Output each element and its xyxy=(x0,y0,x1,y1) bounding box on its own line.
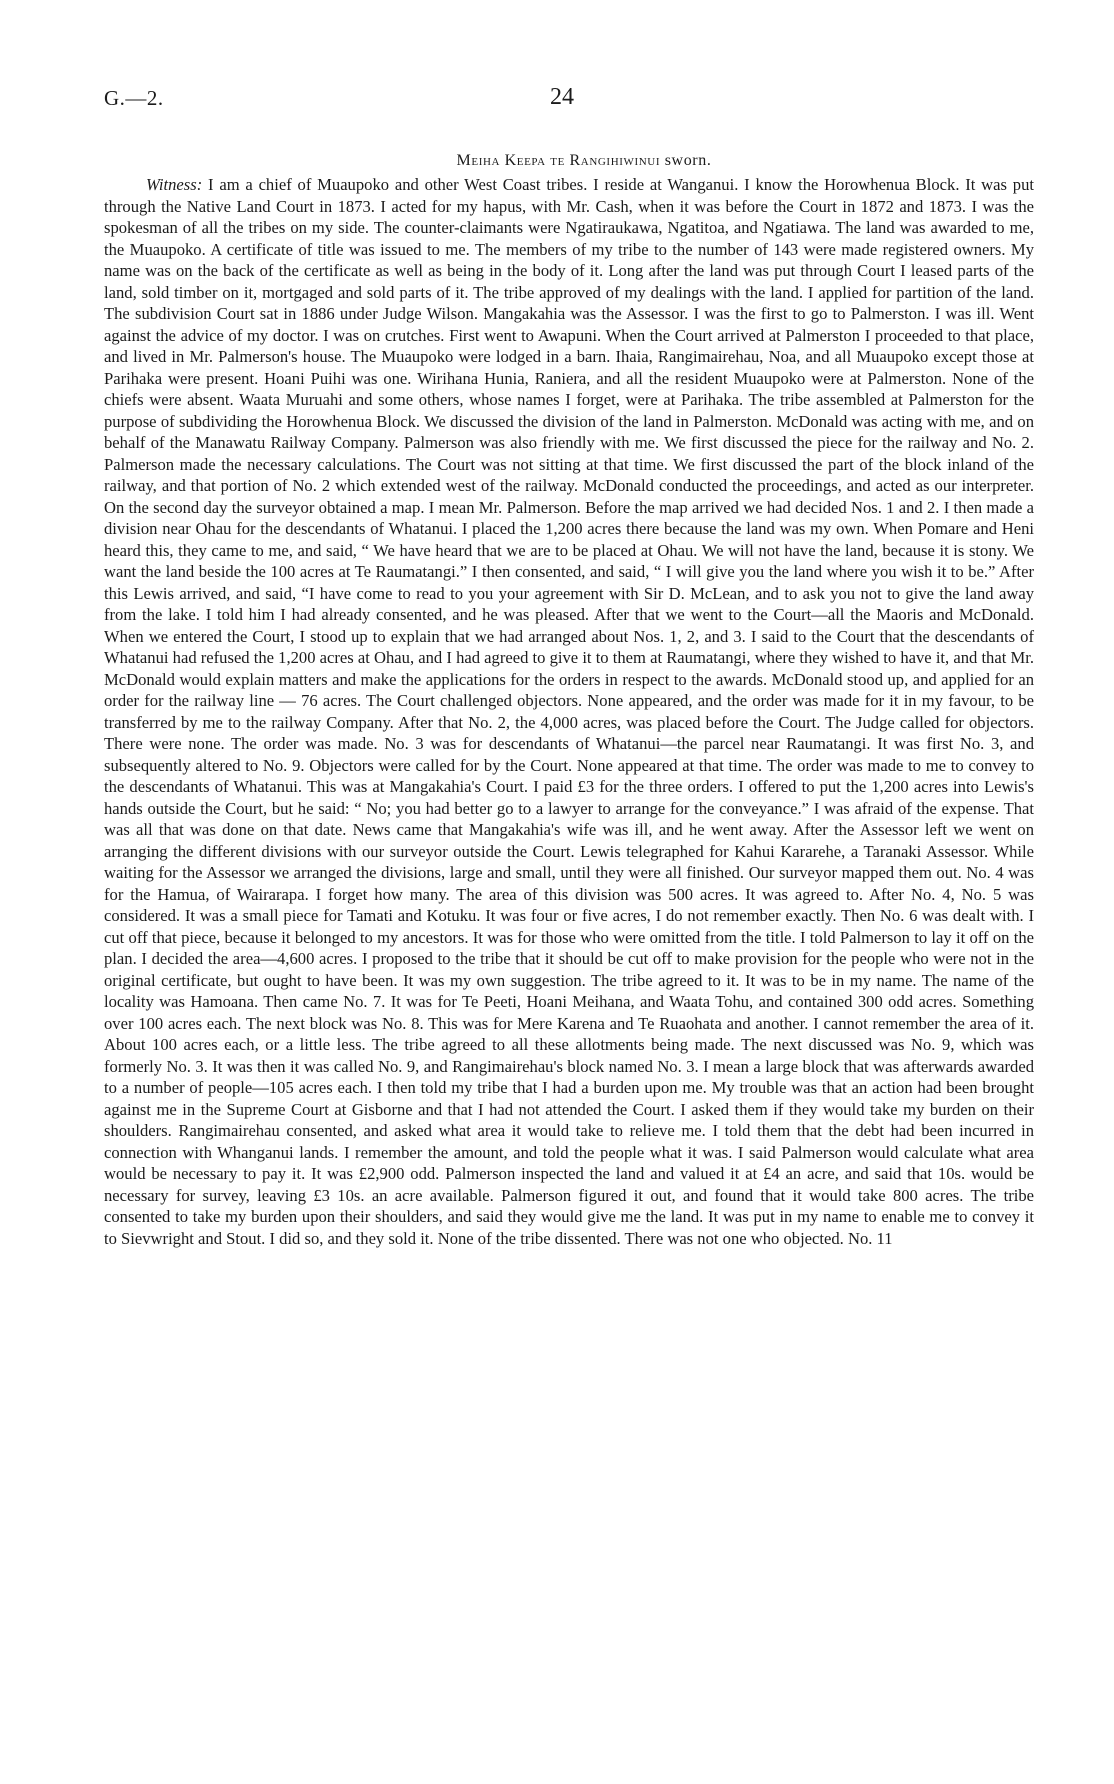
testimony-paragraph xyxy=(104,174,1034,1249)
witness-label: Witness: xyxy=(146,175,203,194)
document-reference: G.—2. xyxy=(104,86,164,110)
witness-name: Meiha Keepa te Rangihiwinui xyxy=(456,152,661,169)
page-header xyxy=(104,86,1034,116)
page-number: 24 xyxy=(550,84,574,110)
sworn-label: sworn. xyxy=(664,152,712,169)
testimony-text: I am a chief of Muaupoko and other West Coast tribes. I reside at Wanganui. I know the Horowhenua Block. It was put through the Native Land Court in 1873. I acted for my hapus, with Mr. Cash, when it was before the Court in 1872 and 1873. I was the spokesman of all the tribes on my side. The counter-claimants were Ngatiraukawa, Ngatitoa, and Ngatiawa. The land was awarded to me, the Muaupoko. A certificate of title was issued to me. The members of my tribe to the number of 143 were made registered owners. My name was on the back of the certificate as well as being in the body of it. Long after the land was put through Court I leased parts of the land, sold timber on it, mortgaged and sold parts of it. The tribe approved of my dealings with the land. I applied for partition of the land. The subdivision Court sat in 1886 under Judge Wilson. Mangakahia was the Assessor. I was the first to go to Palmerston. I was ill. Went against the advice of my doctor. I was on crutches. First went to Awapuni. When the Court arrived at Palmerston I proceeded to that place, and lived in Mr. Palmerson's house. The Muaupoko were lodged in a barn. Ihaia, Rangimairehau, Noa, and all Muaupoko except those at Parihaka were present. Hoani Puihi was one. Wirihana Hunia, Raniera, and all the resident Muaupoko were at Palmerston. None of the chiefs were absent. Waata Muruahi and some others, whose names I forget, were at Parihaka. The tribe assembled at Palmerston for the purpose of subdividing the Horowhenua Block. We discussed the division of the land in Palmerston. McDonald was acting with me, and on behalf of the Manawatu Railway Company. Palmerson was also friendly with me. We first discussed the piece for the railway and No. 2. Palmerson made the necessary calculations. The Court was not sitting at that time. We first discussed the part of the block inland of the railway, and that portion of No. 2 which extended west of the railway. McDonald conducted the proceedings, and acted as our interpreter. On the second day the surveyor obtained a map. I mean Mr. Palmerson. Before the map arrived we had decided Nos. 1 and 2. I then made a division near Ohau for the descendants of Whatanui. I placed the 1,200 acres there because the land was my own. When Pomare and Heni heard this, they came to me, and said, “ We have heard that we are to be placed at Ohau. We will not have the land, because it is stony. We want the land beside the 100 acres at Te Raumatangi.” I then consented, and said, “ I will give you the land where you wish it to be.” After this Lewis arrived, and said, “I have come to read to you your agreement with Sir D. McLean, and to ask you not to give the land away from the lake. I told him I had already consented, and he was pleased. After that we went to the Court—all the Maoris and McDonald. When we entered the Court, I stood up to explain that we had arranged about Nos. 1, 2, and 3. I said to the Court that the descendants of Whatanui had refused the 1,200 acres at Ohau, and I had agreed to give it to them at Raumatangi, where they wished to have it, and that Mr. McDonald would explain matters and make the applications for the orders in respect to the awards. McDonald stood up, and applied for an order for the railway line — 76 acres. The Court challenged objectors. None appeared, and the order was made for it in my favour, to be transferred by me to the railway Company. After that No. 2, the 4,000 acres, was placed before the Court. The Judge called for objectors. There were none. The order was made. No. 3 was for descendants of Whatanui—the parcel near Raumatangi. It was first No. 3, and subsequently altered to No. 9. Objectors were called for by the Court. None appeared at that time. The order was made to me to convey to the descendants of Whatanui. This was at Mangakahia's Court. I paid £3 for the three orders. I offered to put the 1,200 acres into Lewis's hands outside the Court, but he said: “ No; you had better go to a lawyer to arrange for the conveyance.” I was afraid of the expense. That was all that was done on that date. News came that Mangakahia's wife was ill, and he went away. After the Assessor left we went on arranging the different divisions with our surveyor outside the Court. Lewis telegraphed for Kahui Kararehe, a Taranaki Assessor. While waiting for the Assessor we arranged the divisions, large and small, until they were all finished. Our surveyor mapped them out. No. 4 was for the Hamua, of Wairarapa. I forget how many. The area of this division was 500 acres. It was agreed to. After No. 4, No. 5 was considered. It was a small piece for Tamati and Kotuku. It was four or five acres, I do not remember exactly. Then No. 6 was dealt with. I cut off that piece, because it belonged to my ancestors. It was for those who were omitted from the title. I told Palmerson to lay it off on the plan. I decided the area—4,600 acres. I proposed to the tribe that it should be cut off to make provision for the people who were not in the original certificate, but ought to have been. It was my own suggestion. The tribe agreed to it. It was to be in my name. The name of the locality was Hamoana. Then came No. 7. It was for Te Peeti, Hoani Meihana, and Waata Tohu, and contained 300 odd acres. Something over 100 acres each. The next block was No. 8. This was for Mere Karena and Te Ruaohata and another. I cannot remember the area of it. About 100 acres each, or a little less. The tribe agreed to all these allotments being made. The next discussed was No. 9, which was formerly No. 3. It was then it was called No. 9, and Rangimairehau's block named No. 3. I mean a large block that was afterwards awarded to a number of people—105 acres each. I then told my tribe that I had a burden upon me. My trouble was that an action had been brought against me in the Supreme Court at Gisborne and that I had not attended the Court. I asked them if they would take my burden on their shoulders. Rangimairehau consented, and asked what area it would take to relieve me. I told them that the debt had been incurred in connection with Whanganui lands. I remember the amount, and told the people what it was. I said Palmerson would calculate what area would be necessary to pay it. It was £2,900 odd. Palmerson inspected the land and valued it at £4 an acre, and said that 10s. would be necessary for survey, leaving £3 10s. an acre available. Palmerson figured it out, and found that it would take 800 acres. The tribe consented to take my burden upon their shoulders, and said they would give me the land. It was put in my name to enable me to convey it to Sievwright and Stout. I did so, and they sold it. None of the tribe dissented. There was not one who objected. No. 11 xyxy=(104,175,1034,1248)
document-page xyxy=(104,86,1034,1746)
witness-heading xyxy=(104,152,1034,170)
